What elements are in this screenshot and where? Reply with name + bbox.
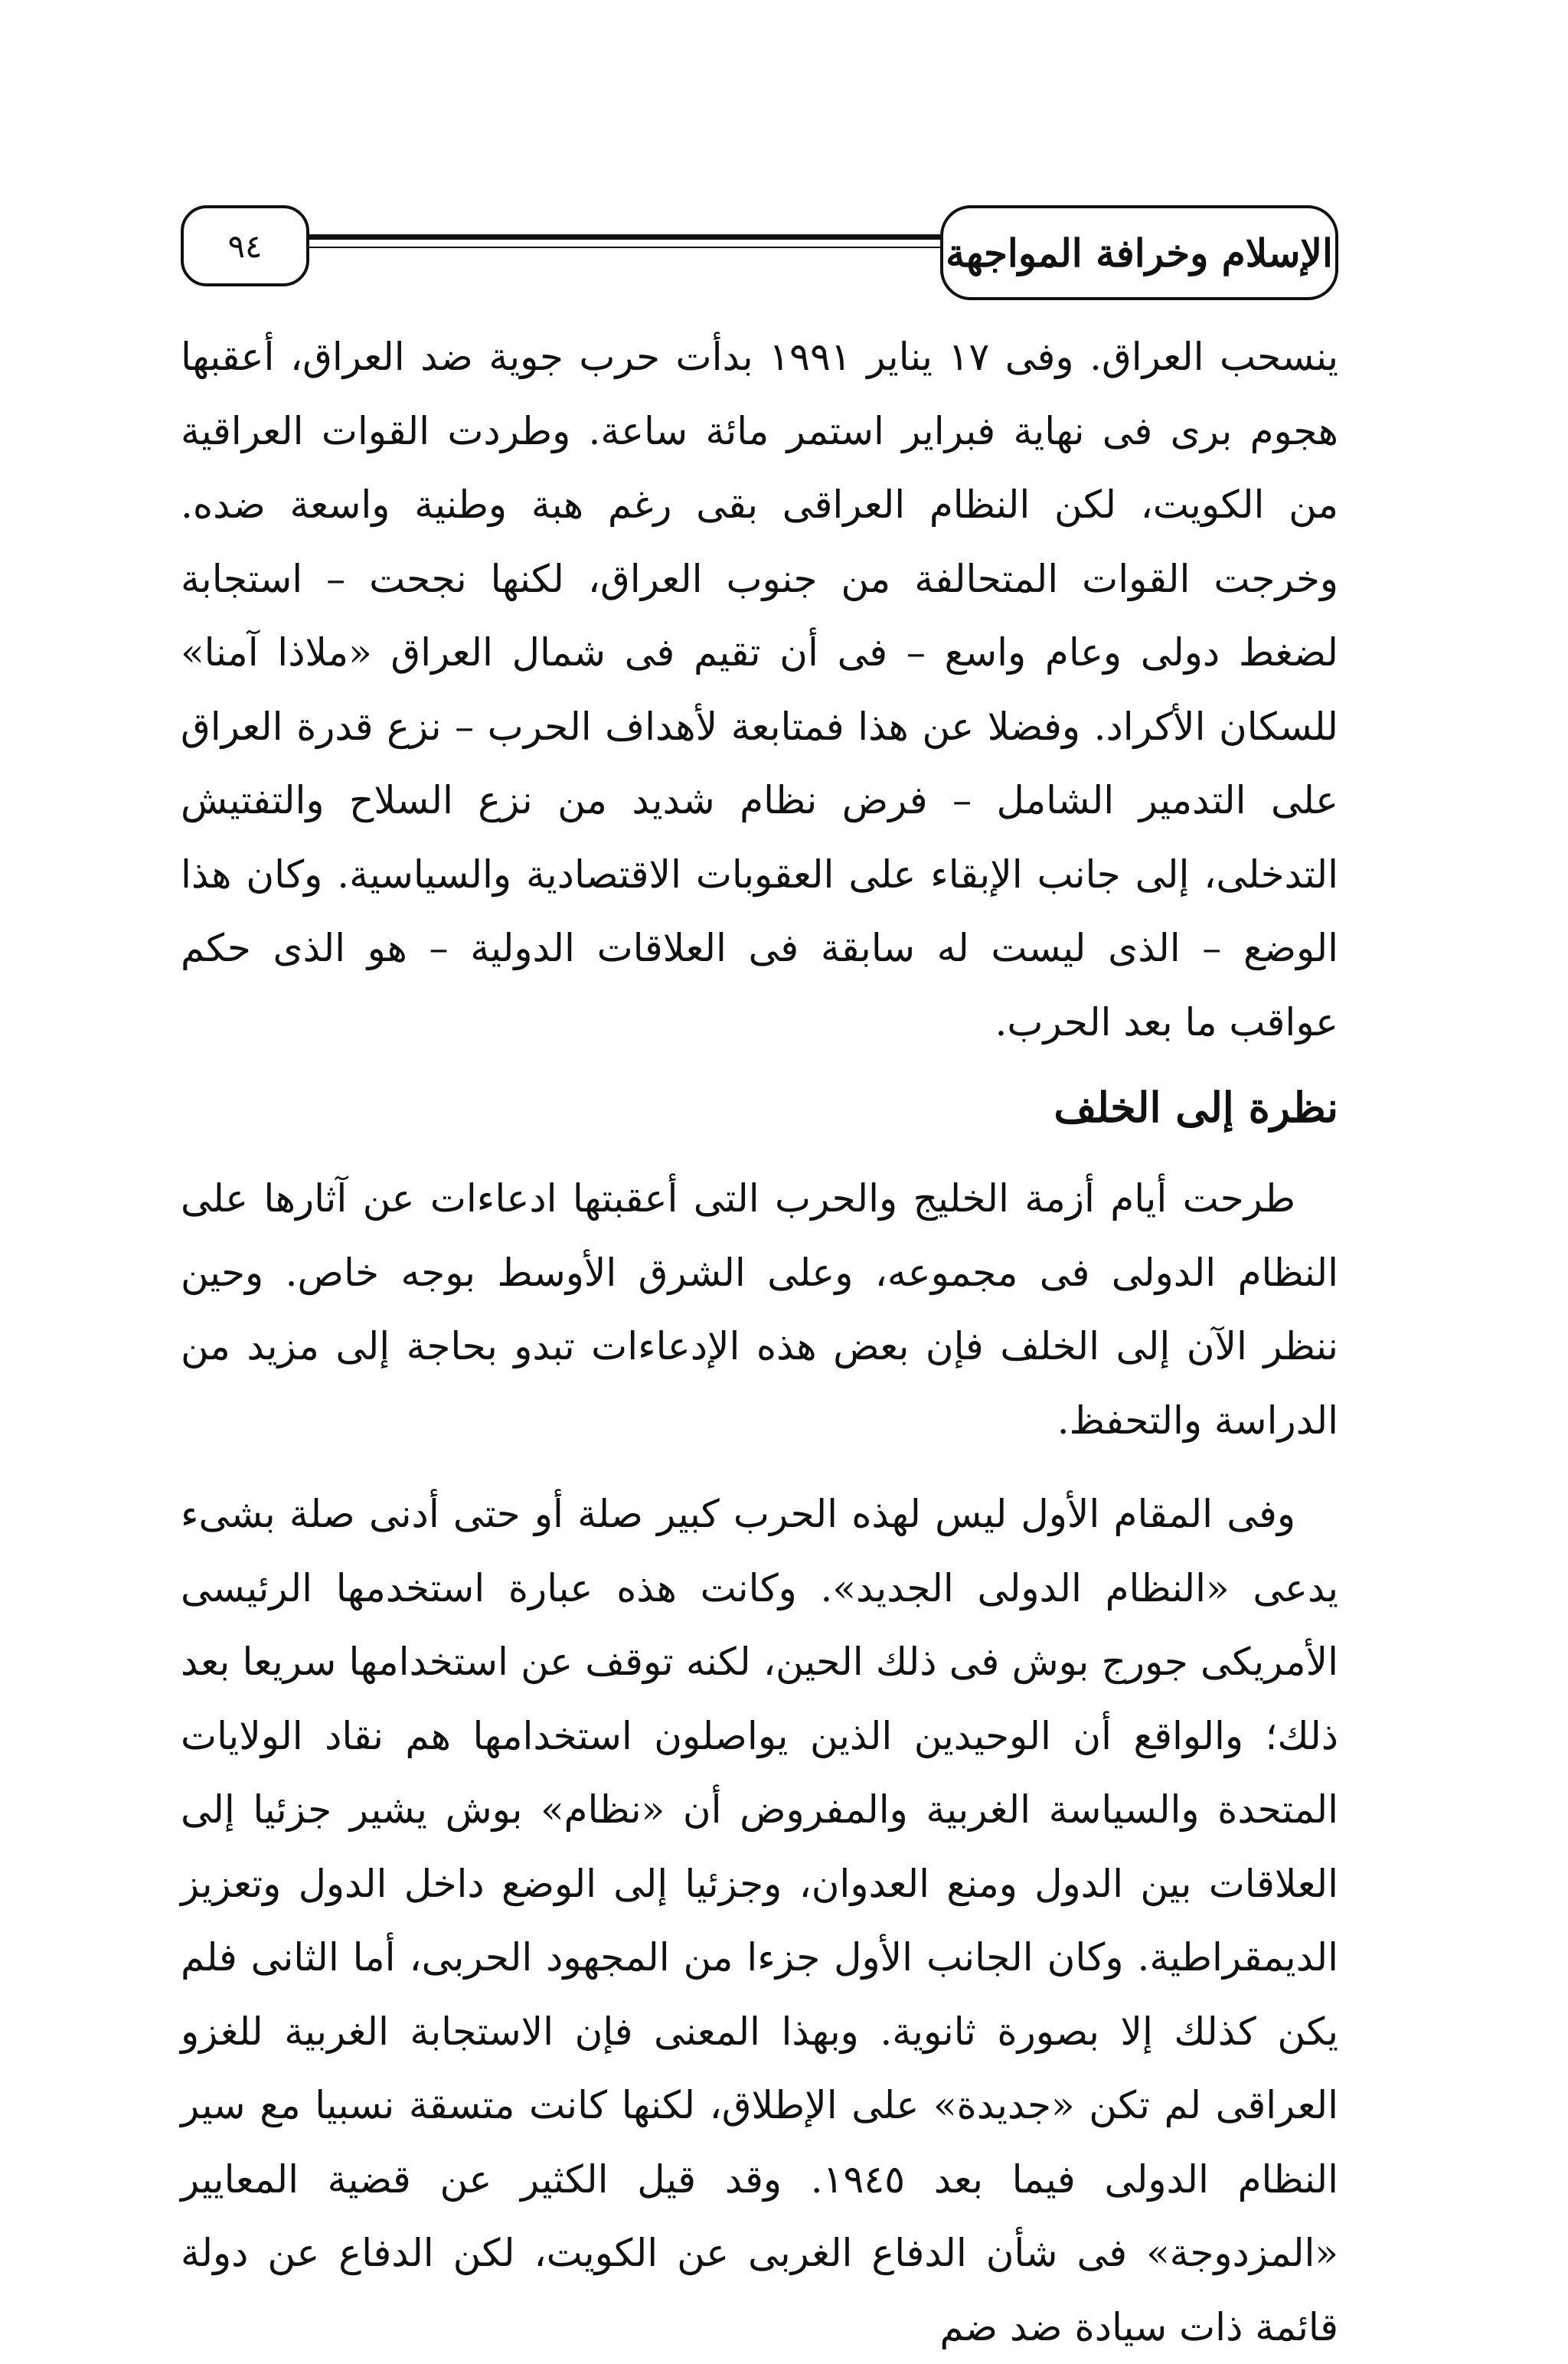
paragraph: طرحت أيام أزمة الخليج والحرب التى أعقبتها ادعاءات عن آثارها على النظام الدولى فى مجموعه، وعلى الشرق الأوسط بوجه خاص. وحين ننظر الآن إلى الخلف فإن بعض هذه الإدعاءات تبدو بحاجة إلى مزيد من الدراسة والتحفظ.	[181, 1176, 1338, 1443]
running-title: الإسلام وخرافة المواجهة	[940, 205, 1338, 300]
paragraph: ينسحب العراق. وفى ١٧ يناير ١٩٩١ بدأت حرب جوية ضد العراق، أعقبها هجوم برى فى نهاية فبراير استمر مائة ساعة. وطردت القوات العراقية من الكويت، لكن النظام العراقى بقى رغم هبة وطنية واسعة ضده. وخرجت القوات المتحالفة من جنوب العراق، لكنها نجحت – استجابة لضغط دولى وعام واسع – فى أن تقيم فى شمال العراق «ملاذا آمنا» للسكان الأكراد. وفضلا عن هذا فمتابعة لأهداف الحرب – نزع قدرة العراق على التدمير الشامل – فرض نظام شديد من نزع السلاح والتفتيش التدخلى، إلى جانب الإبقاء على العقوبات الاقتصادية والسياسية. وكان هذا الوضع – الذى ليست له سابقة فى العلاقات الدولية – هو الذى حكم عواقب ما بعد الحرب.	[181, 335, 1339, 1045]
page-body	[181, 320, 1338, 2364]
page-header	[181, 201, 1338, 316]
page-number: ٩٤	[181, 205, 309, 286]
header-rule-thin	[309, 247, 940, 248]
section-heading: نظرة إلى الخلف	[1054, 1083, 1338, 1132]
header-rule	[309, 234, 940, 240]
paragraph: وفى المقام الأول ليس لهذه الحرب كبير صلة أو حتى أدنى صلة بشىء يدعى «النظام الدولى الجديد». وكانت هذه عبارة استخدمها الرئيسى الأمريكى جورج بوش فى ذلك الحين، لكنه توقف عن استخدامها سريعا بعد ذلك؛ والواقع أن الوحيدين الذين يواصلون استخدامها هم نقاد الولايات المتحدة والسياسة الغربية والمفروض أن «نظام» بوش يشير جزئيا إلى العلاقات بين الدول ومنع العدوان، وجزئيا إلى الوضع داخل الدول وتعزيز الديمقراطية. وكان الجانب الأول جزءا من المجهود الحربى، أما الثانى فلم يكن كذلك إلا بصورة ثانوية. وبهذا المعنى فإن الاستجابة الغربية للغزو العراقى لم تكن «جديدة» على الإطلاق، لكنها كانت متسقة نسبيا مع سير النظام الدولى فيما بعد ١٩٤٥. وقد قيل الكثير عن قضية المعايير «المزدوجة» فى شأن الدفاع الغربى عن الكويت، لكن الدفاع عن دولة قائمة ذات سيادة ضد ضم	[181, 1492, 1338, 2349]
